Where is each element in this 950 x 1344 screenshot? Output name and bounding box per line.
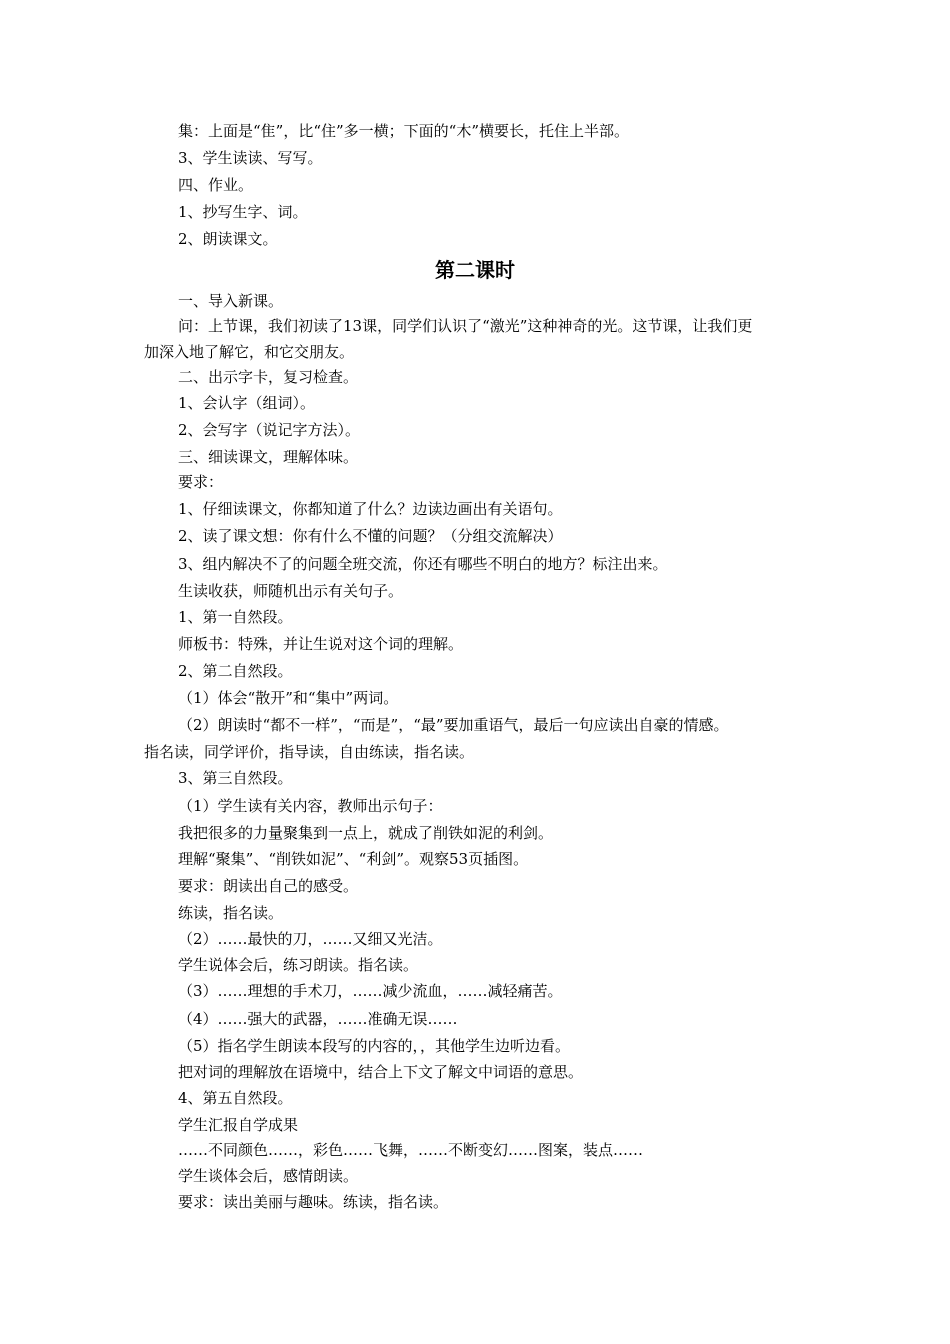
text-line: 要求：读出美丽与趣味。练读，指名读。	[178, 1193, 449, 1211]
text-line: 四、作业。	[178, 176, 254, 194]
text-line: 要求：朗读出自己的感受。	[178, 877, 359, 895]
text-line: （3）……理想的手术刀，……减少流血，……减轻痛苦。	[178, 982, 563, 1000]
text-line: （2）朗读时“都不一样”，“而是”，“最”要加重语气，最后一句应读出自豪的情感。	[178, 716, 729, 734]
text-line: （1）学生读有关内容，教师出示句子：	[178, 797, 443, 815]
text-line: 2、读了课文想：你有什么不懂的问题？（分组交流解决）	[178, 527, 563, 545]
text-line: 1、会认字（组词）。	[178, 394, 316, 412]
text-line: ……不同颜色……，彩色……飞舞，……不断变幻……图案，装点……	[178, 1141, 644, 1159]
text-line: 1、仔细读课文，你都知道了什么？边读边画出有关语句。	[178, 500, 563, 518]
section-title: 第二课时	[435, 258, 515, 282]
text-line: 1、第一自然段。	[178, 608, 293, 626]
text-line: 问：上节课，我们初读了13课，同学们认识了“激光”这种神奇的光。这节课，让我们更	[178, 317, 753, 335]
text-line: 2、会写字（说记字方法）。	[178, 421, 361, 439]
text-line: 集：上面是“隹”，比“住”多一横；下面的“木”横要长，托住上半部。	[178, 122, 630, 140]
text-line: 我把很多的力量聚集到一点上，就成了削铁如泥的利剑。	[178, 824, 554, 842]
text-line: 把对词的理解放在语境中，结合上下文了解文中词语的意思。	[178, 1063, 584, 1081]
text-line: 2、第二自然段。	[178, 662, 293, 680]
text-line: 4、第五自然段。	[178, 1089, 293, 1107]
text-line: （1）体会“散开”和“集中”两词。	[178, 689, 399, 707]
text-line: 3、第三自然段。	[178, 769, 293, 787]
text-line: 要求：	[178, 473, 224, 491]
text-line: 2、朗读课文。	[178, 230, 278, 248]
text-line: 学生汇报自学成果	[178, 1116, 299, 1134]
text-line: 指名读，同学评价，指导读，自由练读，指名读。	[144, 743, 475, 761]
text-line: 加深入地了解它，和它交朋友。	[144, 343, 355, 361]
text-line: （4）……强大的武器，……准确无误……	[178, 1010, 458, 1028]
text-line: （2）……最快的刀，……又细又光洁。	[178, 930, 443, 948]
text-line: 3、学生读读、写写。	[178, 149, 323, 167]
text-line: 练读，指名读。	[178, 904, 284, 922]
text-line: 学生说体会后，练习朗读。指名读。	[178, 956, 419, 974]
text-line: 二、出示字卡，复习检查。	[178, 368, 359, 386]
text-line: 师板书：特殊，并让生说对这个词的理解。	[178, 635, 464, 653]
text-line: 理解“聚集”、“削铁如泥”、“利剑”。观察53页插图。	[178, 850, 529, 868]
text-line: 1、抄写生字、词。	[178, 203, 308, 221]
text-line: 生读收获，师随机出示有关句子。	[178, 582, 404, 600]
text-line: 3、组内解决不了的问题全班交流，你还有哪些不明白的地方？标注出来。	[178, 555, 668, 573]
text-line: 三、细读课文，理解体味。	[178, 448, 359, 466]
text-line: （5）指名学生朗读本段写的内容的，，其他学生边听边看。	[178, 1037, 571, 1055]
text-line: 一、导入新课。	[178, 292, 284, 310]
text-line: 学生谈体会后，感情朗读。	[178, 1167, 359, 1185]
